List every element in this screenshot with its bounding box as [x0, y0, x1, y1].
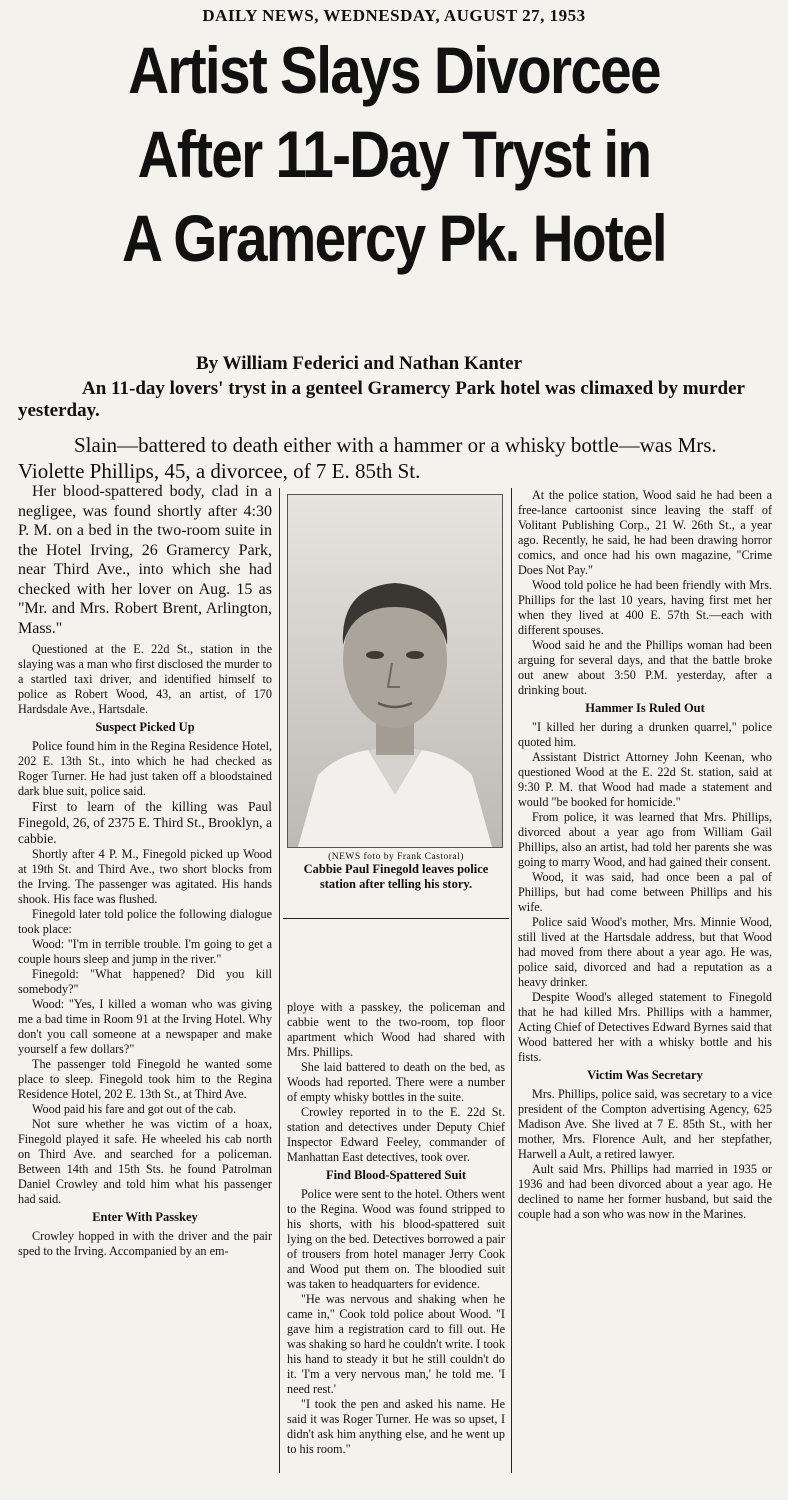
paragraph: Wood said he and the Phillips woman had been arguing for several days, and that the battle broke out anew about 3:50 P.M. yesterday, after a drinking bout.	[518, 638, 772, 697]
paragraph: Police found him in the Regina Residence Hotel, 202 E. 13th St., into which he had checked as Roger Turner. He had just taken off a bloodstained dark blue suit, police said.	[18, 739, 272, 798]
column-rule-left	[279, 488, 280, 1473]
paragraph: "I killed her during a drunken quarrel," police quoted him.	[518, 720, 772, 749]
paragraph: Finegold: "What happened? Did you kill somebody?"	[18, 967, 272, 996]
paragraph: Questioned at the E. 22d St., station in the slaying was a man who first disclosed the murder to a startled taxi driver, and identified himself to police as Robert Wood, 43, an artist, of 170 Hardsdale Ave., Hartsdale.	[18, 642, 272, 716]
headline-line-1: Artist Slays Divorcee	[128, 33, 660, 107]
paragraph: Wood, it was said, had once been a pal of Phillips, but had come between Phillips and his wife.	[518, 870, 772, 914]
paragraph: Police said Wood's mother, Mrs. Minnie Wood, still lived at the Hartsdale address, but that Wood had moved from there about a year ago. He was, police said, divorced and had a reputation as a heavy drinker.	[518, 915, 772, 989]
paragraph: "I took the pen and asked his name. He said it was Roger Turner. He was so upset, I didn't ask him anything else, and he went up to his room."	[287, 1397, 505, 1456]
paragraph: Wood told police he had been friendly with Mrs. Phillips for the last 10 years, having first met her when they lived at 400 E. 57th St.—each with different spouses.	[518, 578, 772, 637]
headline-line-2: After 11-Day Tryst in	[137, 117, 651, 191]
headline	[71, 28, 718, 280]
lead-paragraph: An 11-day lovers' tryst in a genteel Gramercy Park hotel was climaxed by murder yesterday.	[18, 378, 745, 421]
photo-caption	[287, 852, 505, 892]
subheading: Victim Was Secretary	[587, 1068, 703, 1082]
paragraph: "He was nervous and shaking when he came in," Cook told police about Wood. "I gave him a registration card to fill out. He was shaking so hard he couldn't write. I took his hand to steady it but he still couldn't do it. 'I'm a very nervous man,' he told me. 'I need rest.'	[287, 1292, 505, 1396]
paragraph: Shortly after 4 P. M., Finegold picked up Wood at 19th St. and Third Ave., two short blocks from the Irving. The passenger was agitated. His hands shook. His face was flushed.	[18, 847, 272, 906]
portrait-image	[288, 495, 502, 847]
subheading: Enter With Passkey	[92, 1210, 198, 1224]
paragraph: Crowley hopped in with the driver and the pair sped to the Irving. Accompanied by an em-	[18, 1229, 272, 1258]
paragraph: Not sure whether he was victim of a hoax, Finegold played it safe. He wheeled his cab north on Third Ave. and searched for a policeman. Between 14th and 15th Sts. he found Patrolman Daniel Crowley and told him what his passenger had said.	[18, 1117, 272, 1206]
column-1	[18, 482, 272, 1259]
paragraph: From police, it was learned that Mrs. Phillips, divorced about a year ago from William Gail Phillips, also an artist, had told her parents she was going to marry Wood, and had gained their consent.	[518, 810, 772, 869]
paragraph: Despite Wood's alleged statement to Finegold that he had killed Mrs. Phillips with a hammer, Acting Chief of Detectives Edward Byrnes said that Wood battered her with a whisky bottle and his fists.	[518, 990, 772, 1064]
headline-line-3: A Gramercy Pk. Hotel	[122, 201, 666, 275]
paragraph: Ault said Mrs. Phillips had married in 1935 or 1936 and had been divorced about a year ago. He declined to name her former husband, but said the couple had a son who was now in the Marines.	[518, 1162, 772, 1221]
paragraph: Finegold later told police the following dialogue took place:	[18, 907, 272, 936]
photo-bottom-rule	[283, 918, 509, 919]
paragraph: Wood: "I'm in terrible trouble. I'm going to get a couple hours sleep and jump in the river."	[18, 937, 272, 966]
column-2	[287, 1000, 505, 1457]
byline: By William Federici and Nathan Kanter	[196, 353, 522, 374]
photo-credit: (NEWS foto by Frank Castoral)	[328, 852, 464, 862]
subheading: Hammer Is Ruled Out	[585, 701, 705, 715]
paragraph: At the police station, Wood said he had been a free-lance cartoonist since leaving the staff of Volitant Publishing Corp., 21 W. 26th St., a year ago. Recently, he said, he had been drawing horror comics, and once had his own magazine, "Crime Does Not Pay."	[518, 488, 772, 577]
paragraph: She laid battered to death on the bed, as Woods had reported. There were a number of empty whisky bottles in the suite.	[287, 1060, 505, 1104]
photo-cabbie	[287, 494, 503, 848]
column-rule-right	[511, 488, 512, 1473]
paragraph: ploye with a passkey, the policeman and cabbie went to the two-room, top floor apartment which Wood had shared with Mrs. Phillips.	[287, 1000, 505, 1059]
column-3	[518, 488, 772, 1222]
paragraph: The passenger told Finegold he wanted some place to sleep. Finegold took him to the Regina Residence Hotel, 202 E. 13th St., at Third Ave.	[18, 1057, 272, 1101]
caption-text: Cabbie Paul Finegold leaves police station after telling his story.	[303, 862, 489, 891]
paragraph: Wood paid his fare and got out of the cab.	[32, 1102, 237, 1116]
subheading: Find Blood-Spattered Suit	[325, 1168, 467, 1182]
paragraph: Her blood-spattered body, clad in a negligee, was found shortly after 4:30 P. M. on a bed in the two-room suite in the Hotel Irving, 26 Gramercy Park, near Third Ave., into which she had checked with her lover on Aug. 15 as "Mr. and Mrs. Robert Brent, Arlington, Mass."	[18, 483, 272, 637]
paragraph: First to learn of the killing was Paul Finegold, 26, of 2375 E. Third St., Brooklyn, a cabbie.	[18, 799, 272, 846]
paragraph: Police were sent to the hotel. Others went to the Regina. Wood was found stripped to his shorts, with his blood-spattered suit lying on the bed. Detectives borrowed a pair of trousers from hotel manager Jerry Cook and Wood put them on. The bloodied suit was taken to headquarters for evidence.	[287, 1187, 505, 1291]
paragraph: Wood: "Yes, I killed a woman who was giving me a bad time in Room 91 at the Irving Hotel. Why don't you call someone at a newspaper and make yourself a few dollars?"	[18, 997, 272, 1056]
masthead: DAILY NEWS, WEDNESDAY, AUGUST 27, 1953	[202, 6, 586, 25]
lead-paragraph-2: Slain—battered to death either with a hammer or a whisky bottle—was Mrs. Violette Phillips, 45, a divorcee, of 7 E. 85th St.	[18, 433, 717, 483]
subheading: Suspect Picked Up	[95, 720, 195, 734]
paragraph: Crowley reported in to the E. 22d St. station and detectives under Deputy Chief Inspector Edward Feeley, commander of Manhattan East detectives, took over.	[287, 1105, 505, 1164]
paragraph: Assistant District Attorney John Keenan, who questioned Wood at the E. 22d St. station, said at 9:30 P. M. that Wood had made a statement and would "be booked for homicide."	[518, 750, 772, 809]
paragraph: Mrs. Phillips, police said, was secretary to a vice president of the Compton advertising Agency, 625 Madison Ave. She lived at 7 E. 85th St., with her mother, Mrs. Florence Ault, and her stepfather, Harwell a Ault, a retired lawyer.	[518, 1087, 772, 1161]
